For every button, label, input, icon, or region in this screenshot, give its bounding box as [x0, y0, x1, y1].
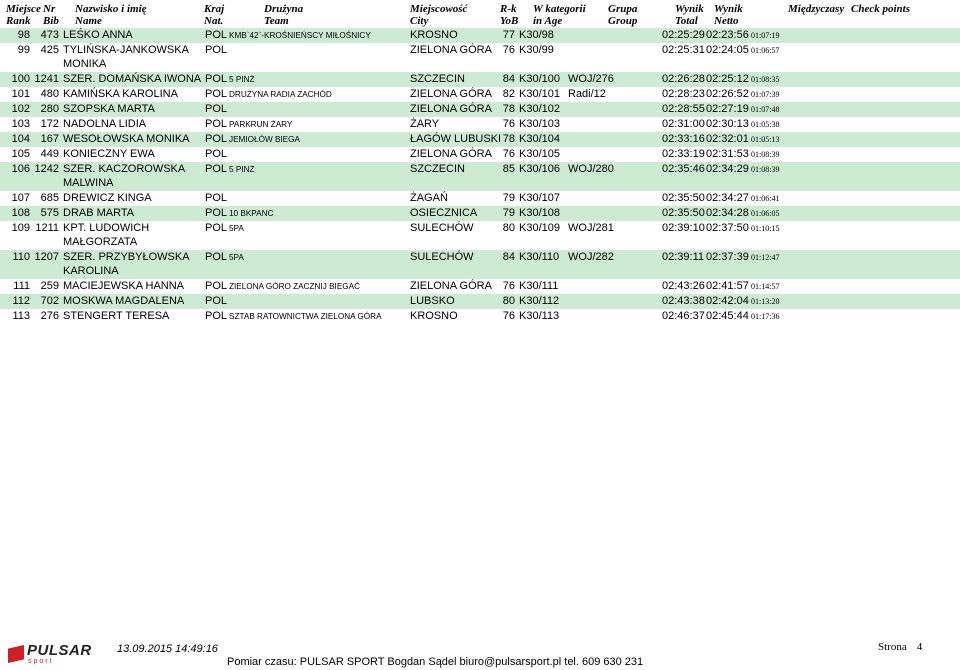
cell-split: 01:08:35: [751, 75, 780, 84]
table-row: [0, 28, 960, 43]
cell-group: WOJ/280: [568, 163, 614, 175]
cell-city: ZIELONA GÓRA: [410, 88, 492, 100]
cell-age: K30/113: [519, 310, 560, 322]
cell-rank: 110: [12, 251, 30, 263]
cell-city: SZCZECIN: [410, 163, 465, 175]
cell-total: 02:43:26: [662, 280, 705, 292]
cell-total: 02:43:38: [662, 295, 705, 307]
cell-group: WOJ/276: [568, 73, 614, 85]
cell-city: ŻAGAŃ: [410, 192, 448, 204]
cell-nat: POL: [205, 73, 228, 85]
cell-bib: 449: [40, 148, 59, 160]
cell-name-line2: MONIKA: [63, 58, 107, 70]
cell-nat: POL: [205, 133, 228, 145]
cell-name: DRAB MARTA: [63, 207, 135, 219]
cell-yob: 76: [502, 44, 515, 56]
cell-rank: 109: [11, 222, 30, 234]
cell-nat: POL: [205, 295, 228, 307]
cell-nat: POL: [205, 222, 228, 234]
table-row: [0, 191, 960, 206]
cell-rank: 101: [11, 88, 30, 100]
cell-rank: 98: [17, 29, 30, 41]
table-row: [0, 43, 960, 72]
cell-nat: POL: [205, 163, 228, 175]
cell-total: 02:46:37: [662, 310, 705, 322]
header-name: Nazwisko i imię Name: [75, 3, 147, 27]
cell-yob: 82: [502, 88, 515, 100]
cell-age: K30/100: [519, 73, 560, 85]
cell-netto: 02:23:56: [706, 29, 749, 41]
cell-netto: 02:30:13: [706, 118, 749, 130]
cell-rank: 105: [11, 148, 30, 160]
header-bib: Nr Bib: [43, 3, 59, 27]
cell-bib: 1241: [34, 73, 59, 85]
cell-age: K30/110: [519, 251, 560, 263]
cell-team: DRUŻYNA RADIA ZACHÓD: [229, 90, 332, 99]
cell-yob: 78: [502, 133, 515, 145]
table-row: [0, 72, 960, 87]
cell-name-line2: MAŁGORZATA: [63, 236, 138, 248]
cell-name: WESOŁOWSKA MONIKA: [63, 133, 190, 145]
logo-sub: sport: [28, 658, 54, 665]
cell-total: 02:28:55: [662, 103, 705, 115]
cell-rank: 112: [12, 295, 30, 307]
print-timestamp: 13.09.2015 14:49:16: [117, 643, 218, 655]
cell-yob: 76: [502, 118, 515, 130]
cell-nat: POL: [205, 251, 228, 263]
cell-city: ZIELONA GÓRA: [410, 44, 492, 56]
cell-bib: 1207: [34, 251, 59, 263]
cell-nat: POL: [205, 310, 228, 322]
cell-bib: 172: [40, 118, 59, 130]
cell-yob: 79: [502, 207, 515, 219]
table-row: [0, 132, 960, 147]
cell-total: 02:39:11: [662, 251, 705, 263]
cell-total: 02:25:29: [662, 29, 705, 41]
cell-team: 5PA: [229, 224, 244, 233]
cell-city: SULECHÓW: [410, 251, 474, 263]
cell-nat: POL: [205, 148, 228, 160]
timing-credit: Pomiar czasu: PULSAR SPORT Bogdan Sądel biuro@pulsarsport.pl tel. 609 630 231: [227, 656, 644, 668]
table-row: [0, 162, 960, 191]
cell-city: SULECHÓW: [410, 222, 474, 234]
cell-city: ŻARY: [410, 118, 440, 130]
cell-name: KAMIŃSKA KAROLINA: [63, 88, 178, 100]
cell-bib: 425: [40, 44, 59, 56]
cell-split: 01:07:48: [751, 105, 780, 114]
cell-netto: 02:45:44: [706, 310, 749, 322]
cell-team: 5 PINŻ: [229, 75, 255, 84]
cell-yob: 80: [502, 222, 515, 234]
cell-name: NADOLNA LIDIA: [63, 118, 147, 130]
cell-age: K30/107: [519, 192, 560, 204]
cell-split: 01:05:13: [751, 135, 780, 144]
cell-split: 01:14:57: [751, 282, 780, 291]
cell-name: STENGERT TERESA: [63, 310, 170, 322]
cell-city: ZIELONA GÓRA: [410, 280, 492, 292]
page-info: [878, 641, 922, 653]
cell-bib: 276: [40, 310, 59, 322]
cell-name: SZER. KACZOROWSKA: [63, 163, 186, 175]
cell-split: 01:07:19: [751, 31, 780, 40]
table-row: [0, 250, 960, 279]
cell-city: SZCZECIN: [410, 73, 465, 85]
cell-team: 10 BKPANC: [229, 209, 274, 218]
cell-team: 5 PINŻ: [229, 165, 255, 174]
page-number: 4: [916, 641, 923, 653]
cell-name-line2: MALWINA: [63, 177, 114, 189]
cell-bib: 480: [40, 88, 59, 100]
cell-netto: 02:37:39: [706, 251, 749, 263]
cell-total: 02:26:28: [662, 73, 705, 85]
cell-team: SZTAB RATOWNICTWA ZIELONA GÓRA: [229, 312, 382, 321]
cell-name: LEŚKO ANNA: [63, 29, 133, 41]
header-team: Drużyna Team: [264, 3, 304, 27]
cell-rank: 102: [11, 103, 30, 115]
cell-age: K30/105: [519, 148, 560, 160]
table-row: [0, 102, 960, 117]
cell-yob: 84: [502, 73, 515, 85]
cell-split: 01:10:15: [751, 224, 780, 233]
cell-yob: 85: [502, 163, 515, 175]
cell-bib: 280: [40, 103, 59, 115]
cell-name: TYLIŃSKA-JANKOWSKA: [63, 44, 189, 56]
cell-nat: POL: [205, 29, 228, 41]
cell-yob: 76: [502, 148, 515, 160]
header-checkpoints: Check points: [851, 3, 910, 15]
cell-nat: POL: [205, 207, 228, 219]
cell-yob: 84: [502, 251, 515, 263]
cell-split: 01:05:38: [751, 120, 780, 129]
cell-total: 02:33:16: [662, 133, 705, 145]
cell-bib: 702: [40, 295, 59, 307]
cell-yob: 77: [502, 29, 515, 41]
header-group: Grupa Group: [608, 3, 638, 27]
cell-name: KPT. LUDOWICH: [63, 222, 150, 234]
cell-nat: POL: [205, 118, 228, 130]
cell-nat: POL: [205, 44, 228, 56]
cell-nat: POL: [205, 88, 228, 100]
cell-rank: 107: [11, 192, 30, 204]
cell-age: K30/108: [519, 207, 560, 219]
cell-split: 01:12:47: [751, 253, 780, 262]
cell-netto: 02:26:52: [706, 88, 749, 100]
header-splits: Międzyczasy: [788, 3, 845, 15]
cell-team: KMB`42`-KROŚNIEŃSCY MIŁOŚNICY: [229, 31, 371, 40]
cell-team: 5PA: [229, 253, 244, 262]
cell-total: 02:28:23: [662, 88, 705, 100]
header-city: Miejscowość City: [410, 3, 468, 27]
cell-total: 02:31:00: [662, 118, 705, 130]
cell-split: 01:07:39: [751, 90, 780, 99]
cell-rank: 104: [11, 133, 30, 145]
cell-split: 01:13:20: [751, 297, 780, 306]
cell-yob: 79: [502, 192, 515, 204]
cell-age: K30/103: [519, 118, 560, 130]
cell-netto: 02:27:19: [706, 103, 749, 115]
cell-age: K30/111: [519, 280, 559, 292]
cell-netto: 02:31:53: [706, 148, 749, 160]
cell-name: SZOPSKA MARTA: [63, 103, 155, 115]
cell-split: 01:06:41: [751, 194, 780, 203]
cell-yob: 80: [502, 295, 515, 307]
cell-rank: 113: [12, 310, 30, 322]
cell-group: WOJ/281: [568, 222, 614, 234]
cell-name: KONIECZNY EWA: [63, 148, 155, 160]
cell-city: KROSNO: [410, 310, 458, 322]
cell-name: MACIEJEWSKA HANNA: [63, 280, 185, 292]
cell-age: K30/102: [519, 103, 560, 115]
cell-bib: 685: [40, 192, 59, 204]
cell-bib: 259: [40, 280, 59, 292]
pulsar-logo-mark-icon: [8, 645, 24, 663]
cell-total: 02:35:50: [662, 207, 705, 219]
table-row: [0, 309, 960, 324]
header-total: Wynik Total: [675, 3, 704, 27]
cell-group: WOJ/282: [568, 251, 614, 263]
cell-team: ZIELONA GÓRO ZACZNIJ BIEGAĆ: [229, 282, 361, 291]
cell-age: K30/112: [519, 295, 560, 307]
cell-rank: 106: [11, 163, 30, 175]
logo-word: PULSAR: [27, 642, 92, 659]
cell-rank: 99: [17, 44, 30, 56]
cell-rank: 103: [11, 118, 30, 130]
cell-city: KROSNO: [410, 29, 458, 41]
cell-netto: 02:41:57: [706, 280, 749, 292]
cell-nat: POL: [205, 280, 228, 292]
cell-yob: 76: [502, 310, 515, 322]
cell-bib: 1242: [34, 163, 59, 175]
pulsar-logo: [8, 642, 92, 667]
cell-age: K30/104: [519, 133, 560, 145]
cell-nat: POL: [205, 192, 228, 204]
cell-yob: 76: [502, 280, 515, 292]
table-row: [0, 221, 960, 250]
cell-netto: 02:32:01: [706, 133, 749, 145]
cell-bib: 575: [40, 207, 59, 219]
table-row: [0, 147, 960, 162]
cell-netto: 02:34:27: [706, 192, 749, 204]
cell-group: Radi/12: [568, 88, 606, 100]
cell-split: 01:06:05: [751, 209, 780, 218]
cell-netto: 02:42:04: [706, 295, 749, 307]
table-row: [0, 87, 960, 102]
cell-city: LUBSKO: [410, 295, 455, 307]
cell-netto: 02:24:05: [706, 44, 749, 56]
cell-bib: 167: [40, 133, 59, 145]
table-row: [0, 206, 960, 221]
cell-name-line2: KAROLINA: [63, 265, 119, 277]
header-nat: Kraj Nat.: [204, 3, 225, 27]
cell-total: 02:35:46: [662, 163, 705, 175]
header-netto: Wynik Netto: [714, 3, 743, 27]
cell-age: K30/106: [519, 163, 560, 175]
cell-split: 01:08:39: [751, 165, 780, 174]
cell-age: K30/109: [519, 222, 560, 234]
cell-total: 02:39:10: [662, 222, 705, 234]
page-label: Strona: [878, 641, 907, 653]
header-age: W kategorii in Age: [533, 3, 586, 27]
cell-split: 01:06:57: [751, 46, 780, 55]
cell-age: K30/98: [519, 29, 554, 41]
cell-total: 02:33:19: [662, 148, 705, 160]
cell-bib: 473: [40, 29, 59, 41]
cell-bib: 1211: [35, 222, 59, 234]
cell-netto: 02:34:29: [706, 163, 749, 175]
table-row: [0, 294, 960, 309]
cell-name: MOSKWA MAGDALENA: [63, 295, 185, 307]
cell-nat: POL: [205, 103, 228, 115]
cell-team: JEMIOŁÓW BIEGA: [229, 135, 300, 144]
cell-rank: 108: [11, 207, 30, 219]
cell-rank: 100: [11, 73, 30, 85]
cell-total: 02:25:31: [662, 44, 705, 56]
cell-team: PARKRUN ŻARY: [229, 120, 293, 129]
cell-yob: 78: [502, 103, 515, 115]
cell-age: K30/101: [519, 88, 560, 100]
table-header: [0, 0, 960, 30]
table-row: [0, 117, 960, 132]
cell-city: ZIELONA GÓRA: [410, 148, 492, 160]
cell-name: SZER. PRZYBYŁOWSKA: [63, 251, 190, 263]
cell-name: SZER. DOMAŃSKA IWONA: [63, 73, 202, 85]
cell-age: K30/99: [519, 44, 554, 56]
header-rank: Miejsce Rank: [6, 3, 41, 27]
header-yob: R-k YoB: [500, 3, 519, 27]
table-row: [0, 279, 960, 294]
cell-netto: 02:37:50: [706, 222, 749, 234]
cell-netto: 02:25:12: [706, 73, 749, 85]
cell-city: ŁAGÓW LUBUSKI: [410, 133, 502, 145]
cell-name: DREWICZ KINGA: [63, 192, 152, 204]
cell-rank: 111: [13, 280, 30, 292]
cell-city: ZIELONA GÓRA: [410, 103, 492, 115]
cell-netto: 02:34:28: [706, 207, 749, 219]
cell-total: 02:35:50: [662, 192, 705, 204]
cell-split: 01:17:36: [751, 312, 780, 321]
cell-city: OSIECZNICA: [410, 207, 478, 219]
cell-split: 01:08:39: [751, 150, 780, 159]
